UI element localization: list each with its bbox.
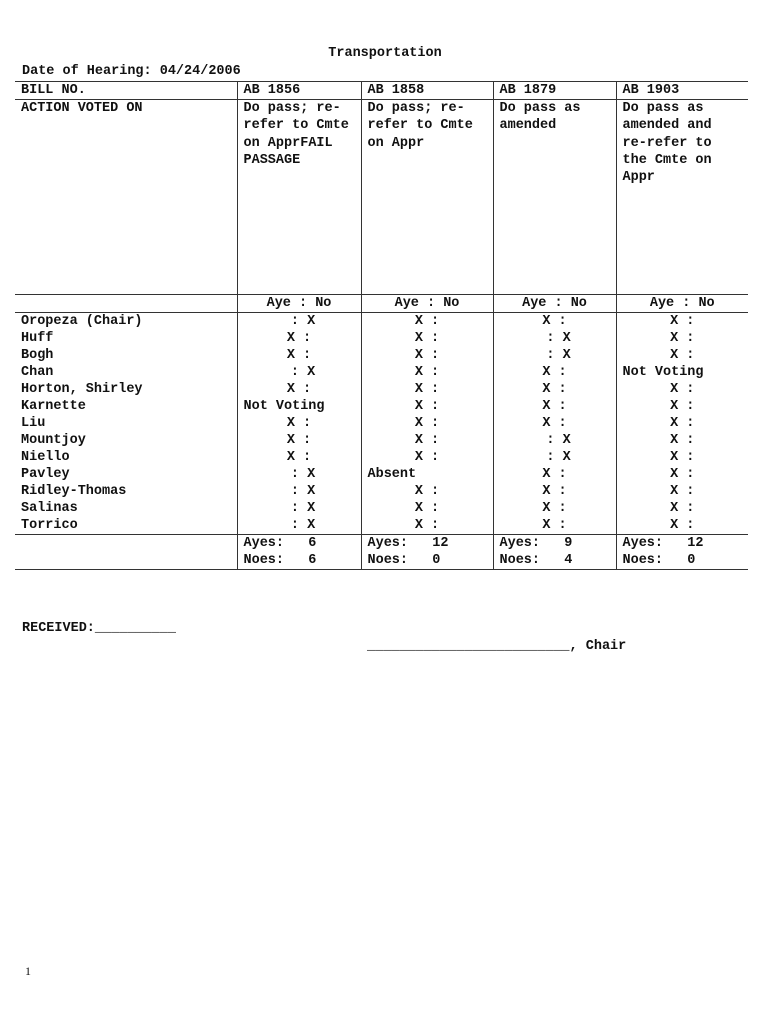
aye-no-header: Aye : No [616,295,748,313]
member-name: Huff [21,331,54,346]
vote-cell: : X [493,347,616,364]
vote-cell: X : [616,500,748,517]
vote-cell: X : [493,381,616,398]
vote-cell: X : [361,330,493,347]
ayes-total: Ayes: 9 [499,536,573,551]
vote-table [15,81,748,570]
member-row [15,398,748,415]
vote-cell: X : [361,381,493,398]
member-row [15,466,748,483]
vote-cell: X : [237,381,361,398]
vote-cell: X : [361,347,493,364]
blank-cell [15,295,237,313]
vote-cell: X : [361,415,493,432]
vote-cell: X : [616,347,748,364]
vote-cell: X : [616,483,748,500]
document-title: Transportation [328,46,442,61]
vote-cell: : X [493,449,616,466]
member-name: Karnette [21,399,86,414]
member-name: Oropeza (Chair) [21,314,143,329]
vote-cell: X : [616,432,748,449]
member-name: Mountjoy [21,433,86,448]
noes-total: Noes: 0 [622,553,696,568]
vote-cell: X : [237,347,361,364]
member-row [15,449,748,466]
vote-cell: X : [616,398,748,415]
vote-total [616,535,748,570]
aye-no-header: Aye : No [361,295,493,313]
vote-cell: X : [616,517,748,535]
vote-cell: : X [493,432,616,449]
member-row [15,347,748,364]
member-name: Horton, Shirley [21,382,143,397]
vote-cell: : X [493,330,616,347]
vote-cell: Absent [361,466,493,483]
bill-number: AB 1856 [237,82,361,100]
vote-cell: : X [237,517,361,535]
aye-no-header: Aye : No [237,295,361,313]
vote-cell: X : [493,500,616,517]
vote-cell: X : [361,483,493,500]
vote-cell: X : [361,500,493,517]
vote-cell: X : [361,449,493,466]
member-name: Torrico [15,517,237,535]
vote-cell: X : [616,449,748,466]
member-row [15,517,748,535]
vote-cell: X : [493,364,616,381]
vote-cell: : X [237,466,361,483]
member-name: Niello [21,450,70,465]
aye-no-header: Aye : No [493,295,616,313]
bill-no-label: BILL NO. [15,82,237,100]
totals-row [15,535,748,570]
member-name: Ridley-Thomas [21,484,127,499]
vote-cell: X : [237,432,361,449]
page-number: 1 [25,964,31,978]
vote-cell: X : [616,381,748,398]
member-name: Liu [21,416,46,431]
vote-cell: X : [237,330,361,347]
vote-cell: X : [237,449,361,466]
vote-cell: Not Voting [616,364,748,381]
bill-number: AB 1858 [361,82,493,100]
bill-number: AB 1903 [616,82,748,100]
vote-cell: X : [361,517,493,535]
noes-total: Noes: 0 [367,553,441,568]
member-row [15,415,748,432]
vote-cell: X : [493,398,616,415]
vote-cell: : X [237,500,361,517]
vote-cell: X : [616,313,748,331]
vote-cell: X : [616,466,748,483]
action-row [15,100,748,295]
member-name: Bogh [21,348,54,363]
chair-signature-line: _________________________, Chair [367,639,627,654]
vote-cell: : X [237,483,361,500]
bill-number: AB 1879 [493,82,616,100]
vote-cell: X : [493,415,616,432]
vote-cell: : X [237,364,361,381]
noes-total: Noes: 4 [499,553,573,568]
blank-cell [15,535,237,570]
vote-cell: X : [361,364,493,381]
vote-cell: X : [616,415,748,432]
member-name: Chan [21,365,54,380]
ayes-total: Ayes: 12 [622,536,704,551]
ayes-total: Ayes: 12 [367,536,449,551]
vote-cell: X : [493,466,616,483]
vote-total [493,535,616,570]
vote-cell: X : [361,432,493,449]
member-row [15,500,748,517]
hearing-date: Date of Hearing: 04/24/2006 [22,64,241,79]
received-line: RECEIVED:__________ [22,621,176,636]
vote-cell: X : [493,517,616,535]
member-row [15,364,748,381]
member-row [15,330,748,347]
ayes-total: Ayes: 6 [243,536,317,551]
member-name: Pavley [21,467,70,482]
vote-cell: X : [493,483,616,500]
bill-action: Do pass as amended [493,100,616,295]
vote-cell: X : [616,330,748,347]
vote-cell: Not Voting [237,398,361,415]
fail-passage-label: FAIL PASSAGE [243,135,333,168]
noes-total: Noes: 6 [243,553,317,568]
vote-cell: X : [361,398,493,415]
vote-total [237,535,361,570]
vote-total [361,535,493,570]
vote-cell: X : [237,415,361,432]
action-voted-label: ACTION VOTED ON [15,100,237,295]
bill-action: Do pass; re-refer to Cmte on Appr [361,100,493,295]
member-row [15,432,748,449]
member-name: Salinas [21,501,78,516]
vote-cell: X : [361,313,493,331]
bill-action: Do pass as amended and re-refer to the Cmte on Appr [616,100,748,295]
bill-action: Do pass; re-refer to Cmte on ApprFAIL PASSAGE [237,100,361,295]
vote-cell: X : [493,313,616,331]
member-row [15,483,748,500]
member-row [15,313,748,331]
vote-header-row [15,295,748,313]
vote-cell: : X [237,313,361,331]
member-row [15,381,748,398]
bill-number-row [15,82,748,100]
